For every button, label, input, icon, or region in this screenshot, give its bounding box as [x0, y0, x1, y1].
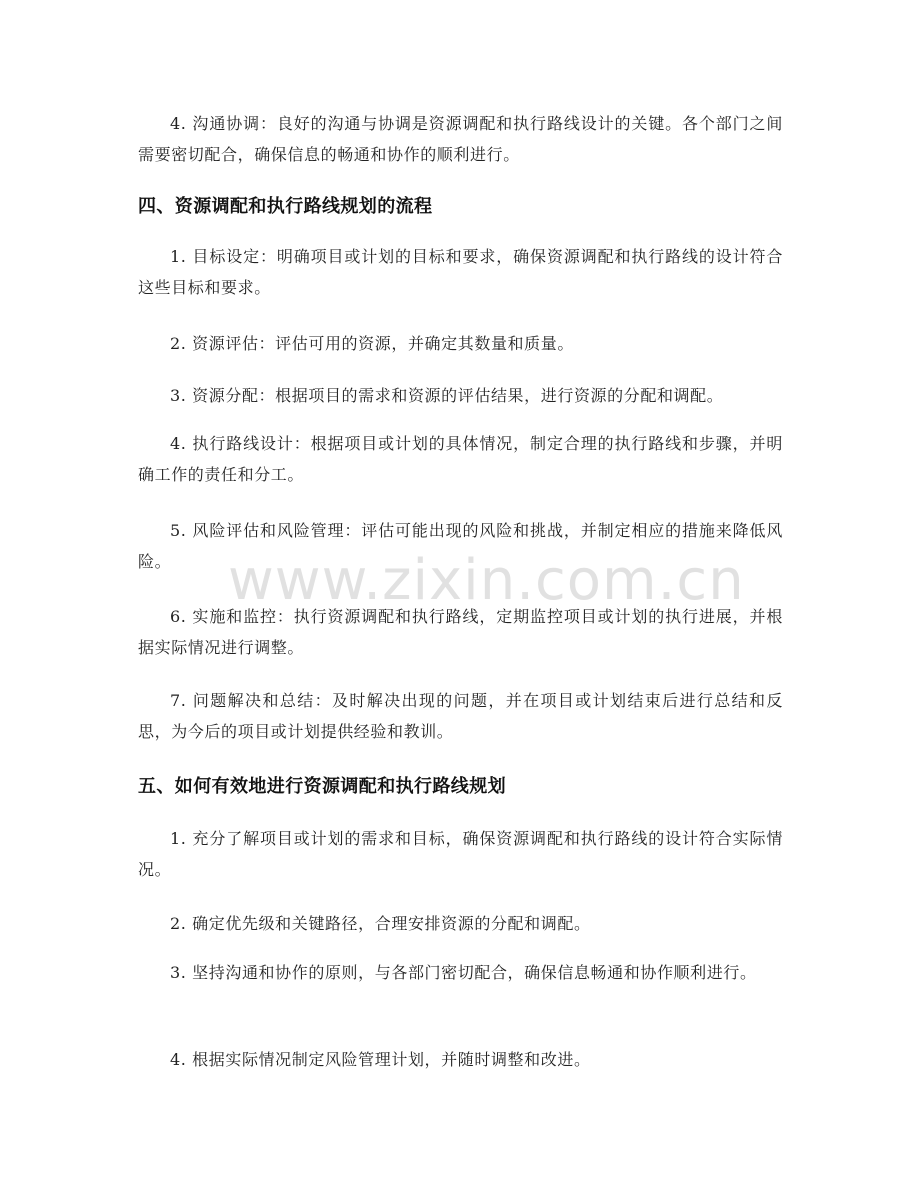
paragraph-communication: 4. 沟通协调：良好的沟通与协调是资源调配和执行路线设计的关键。各个部门之间需要密切配合，确保信息的畅通和协作的顺利进行。: [138, 114, 783, 164]
list-item-risk-management: 5. 风险评估和风险管理：评估可能出现的风险和挑战，并制定相应的措施来降低风险。: [138, 521, 783, 571]
list-item-goal-setting: 1. 目标设定：明确项目或计划的目标和要求，确保资源调配和执行路线的设计符合这些目标和要求。: [138, 247, 783, 297]
list-item-risk-plan: 4. 根据实际情况制定风险管理计划，并随时调整和改进。: [170, 1050, 591, 1069]
list-item-priorities: 2. 确定优先级和关键路径，合理安排资源的分配和调配。: [170, 914, 591, 933]
list-item-resource-allocation: 3. 资源分配：根据项目的需求和资源的评估结果，进行资源的分配和调配。: [170, 386, 724, 405]
section-heading-process: 四、资源调配和执行路线规划的流程: [138, 196, 433, 217]
list-item-implementation-monitoring: 6. 实施和监控：执行资源调配和执行路线，定期监控项目或计划的执行进展，并根据实际情况进行调整。: [138, 607, 783, 657]
list-item-understand-needs: 1. 充分了解项目或计划的需求和目标，确保资源调配和执行路线的设计符合实际情况。: [138, 829, 783, 879]
list-item-communication-principle: 3. 坚持沟通和协作的原则，与各部门密切配合，确保信息畅通和协作顺利进行。: [170, 963, 757, 982]
list-item-problem-solving: 7. 问题解决和总结：及时解决出现的问题，并在项目或计划结束后进行总结和反思，为今后的项目或计划提供经验和教训。: [138, 691, 783, 741]
watermark: www.zixin.com.cn: [228, 548, 745, 613]
section-heading-effective-planning: 五、如何有效地进行资源调配和执行路线规划: [138, 776, 506, 797]
list-item-route-design: 4. 执行路线设计：根据项目或计划的具体情况，制定合理的执行路线和步骤，并明确工作的责任和分工。: [138, 434, 783, 484]
list-item-resource-assessment: 2. 资源评估：评估可用的资源，并确定其数量和质量。: [170, 334, 574, 353]
